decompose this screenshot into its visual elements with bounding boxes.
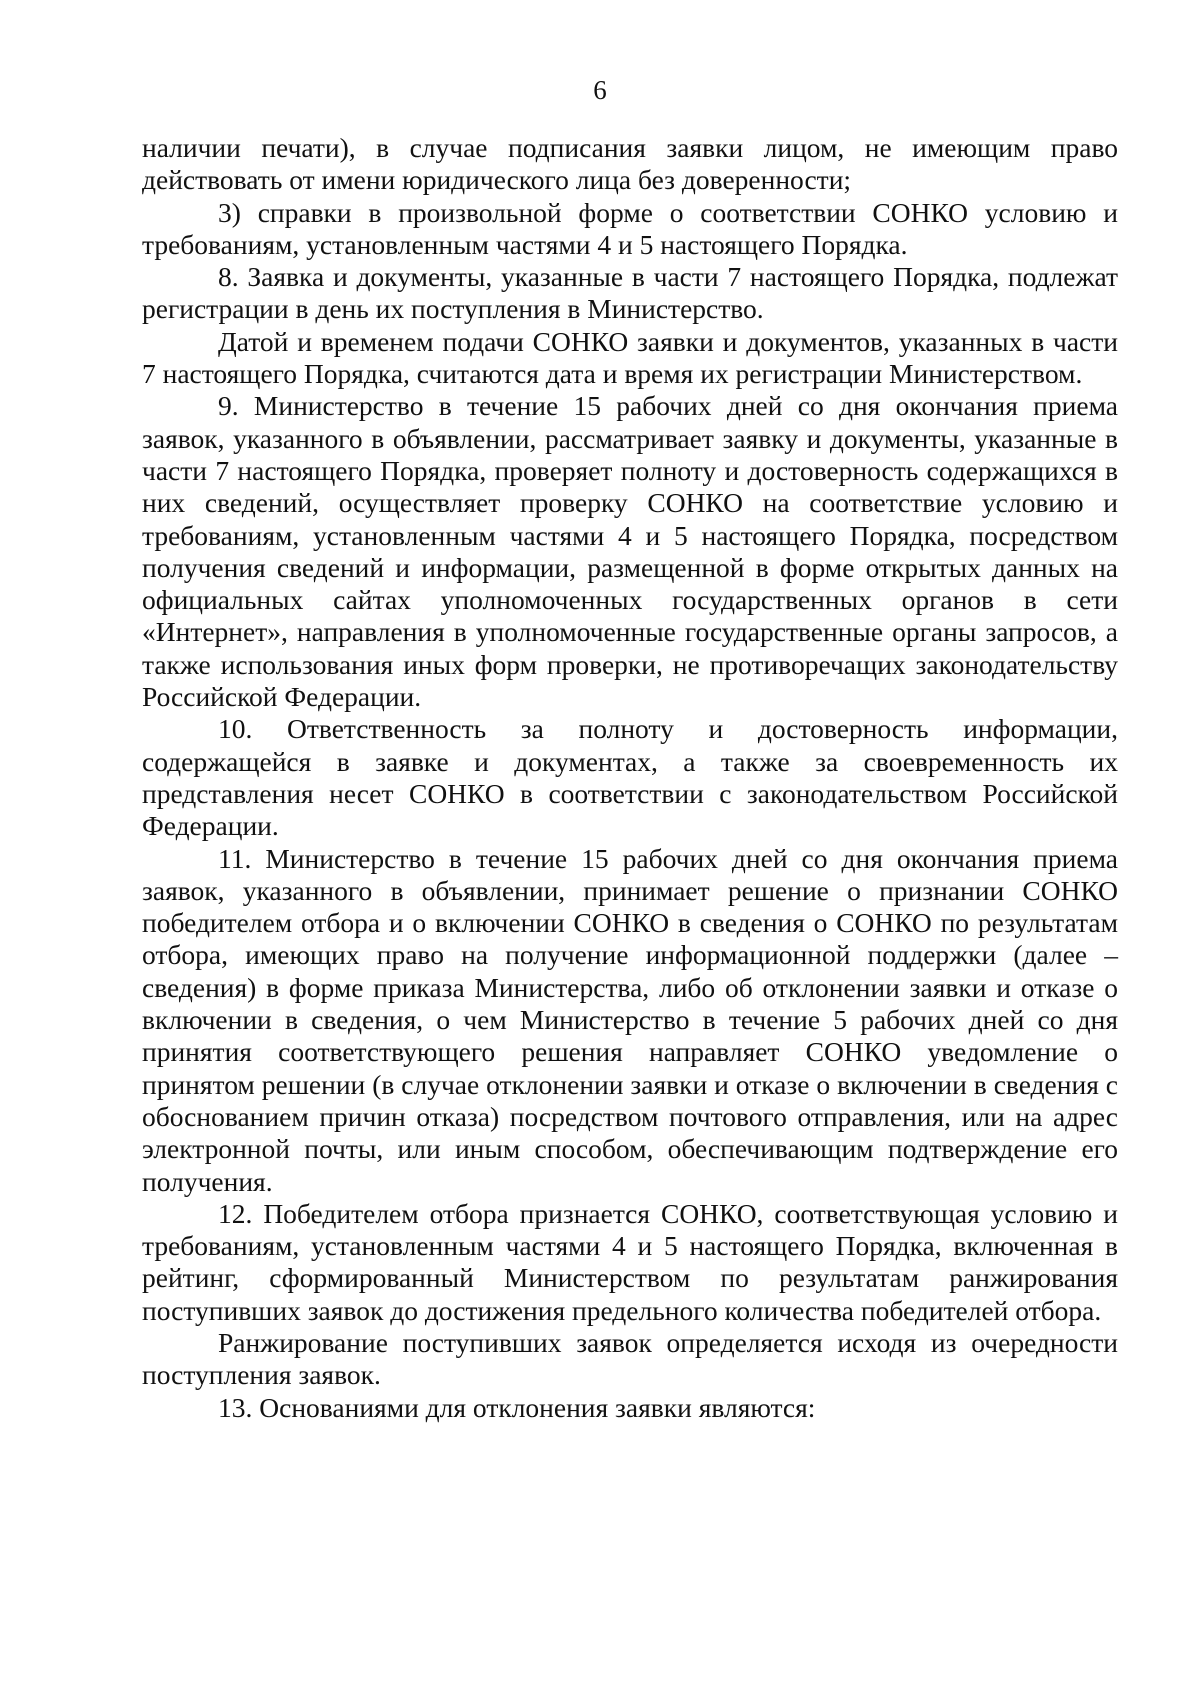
page-number: 6 [593, 75, 607, 105]
paragraph-12: 12. Победителем отбора признается СОНКО, соответствующая условию и требованиям, установленным частями 4 и 5 настоящего Порядка, включенная в рейтинг, сформированный Министерством по результатам ранжирования поступивших заявок до достижения предельного количества победителей отбора. [142, 1197, 1118, 1326]
paragraph-11: 11. Министерство в течение 15 рабочих дней со дня окончания приема заявок, указанного в объявлении, принимает решение о признании СОНКО победителем отбора и о включении СОНКО в сведения о СОНКО по результатам отбора, имеющих право на получение информационной поддержки (далее – сведения) в форме приказа Министерства, либо об отклонении заявки и отказе о включении в сведения, о чем Министерство в течение 5 рабочих дней со дня принятия соответствующего решения направляет СОНКО уведомление о принятом решении (в случае отклонении заявки и отказе о включении в сведения с обоснованием причин отказа) посредством почтового отправления, или на адрес электронной почты, или иным способом, обеспечивающим подтверждение его получения. [142, 842, 1118, 1197]
paragraph-10: 10. Ответственность за полноту и достоверность информации, содержащейся в заявке и документах, а также за своевременность их представления несет СОНКО в соответствии с законодательством Российской Федерации. [142, 713, 1118, 842]
paragraph-9: 9. Министерство в течение 15 рабочих дней со дня окончания приема заявок, указанного в объявлении, рассматривает заявку и документы, указанные в части 7 настоящего Порядка, проверяет полноту и достоверность содержащихся в них сведений, осуществляет проверку СОНКО на соответствие условию и требованиям, установленным частями 4 и 5 настоящего Порядка, посредством получения сведений и информации, размещенной в форме открытых данных на официальных сайтах уполномоченных государственных органов в сети «Интернет», направления в уполномоченные государственные органы запросов, а также использования иных форм проверки, не противоречащих законодательству Российской Федерации. [142, 390, 1118, 713]
paragraph-item-3: 3) справки в произвольной форме о соответствии СОНКО условию и требованиям, установленным частями 4 и 5 настоящего Порядка. [142, 196, 1118, 260]
paragraph-13: 13. Основаниями для отклонения заявки являются: [218, 1391, 816, 1423]
document-body [142, 132, 1118, 1424]
paragraph-8: 8. Заявка и документы, указанные в части 7 настоящего Порядка, подлежат регистрации в день их поступления в Министерство. [142, 261, 1118, 325]
paragraph-8-submission-date: Датой и временем подачи СОНКО заявки и документов, указанных в части 7 настоящего Порядка, считаются дата и время их регистрации Министерством. [142, 325, 1118, 390]
paragraph-12-ranking: Ранжирование поступивших заявок определяется исходя из очередности поступления заявок. [142, 1326, 1118, 1391]
paragraph-continuation: наличии печати), в случае подписания заявки лицом, не имеющим право действовать от имени юридического лица без доверенности; [142, 132, 1118, 196]
